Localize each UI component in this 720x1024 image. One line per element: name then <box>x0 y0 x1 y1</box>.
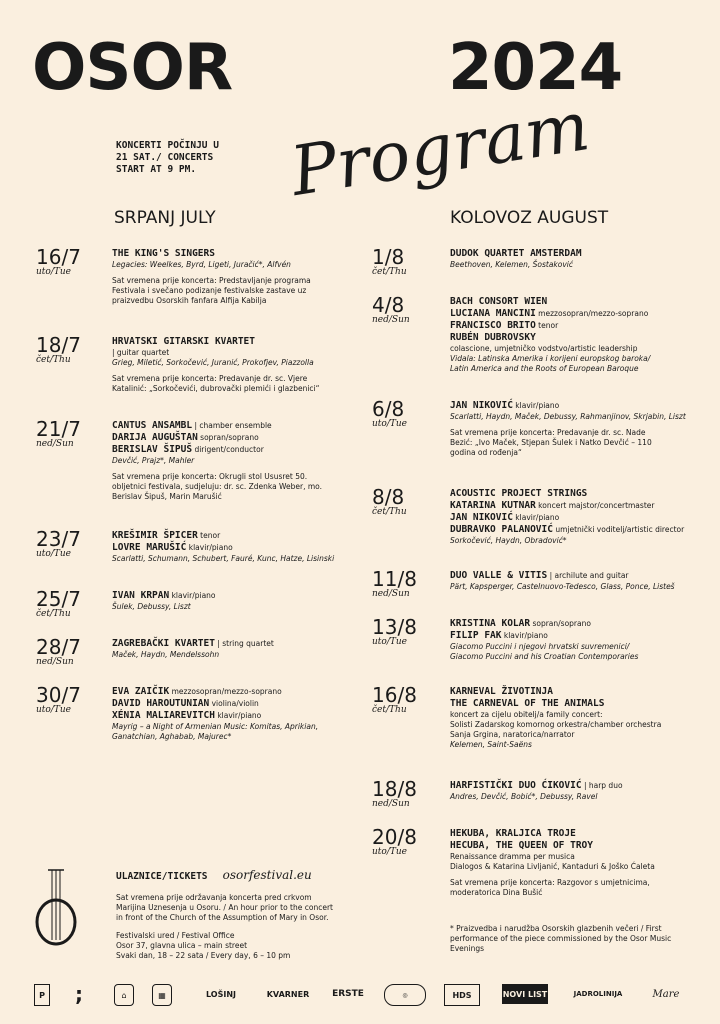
office-line: Festivalski ured / Festival Office <box>116 931 235 940</box>
concert-info: colascione, umjetničko vodstvo/artistic leadership <box>450 344 638 353</box>
logo-jadrolinija: JADROLINIJA <box>573 990 623 998</box>
logo-p-icon: P <box>34 984 50 1006</box>
performer-name: KATARINA KUTNAR <box>450 500 536 511</box>
concert-details <box>112 420 362 502</box>
note-line: Katalinić: „Sorkočevići, dubrovački plemići i glazbenici“ <box>112 384 320 393</box>
performer-line <box>450 570 708 582</box>
performer-name: JAN NIKOVIĆ <box>450 400 513 411</box>
performer-role: dirigent/conductor <box>192 445 264 454</box>
program-works: Legacies: Weelkes, Byrd, Ligeti, Juračić*, Alfvén <box>112 260 291 269</box>
concert-date <box>372 568 417 599</box>
pre-concert-note <box>450 878 708 898</box>
date-number: 1/8 <box>372 245 405 269</box>
program-works: Beethoven, Kelemen, Šostaković <box>450 260 574 269</box>
program-works: Kelemen, Saint-Saëns <box>450 740 532 749</box>
start-line: START AT 9 PM. <box>116 164 197 175</box>
tickets-label: ULAZNICE/TICKETS <box>116 871 208 882</box>
weekday: ned/Sun <box>372 799 410 809</box>
performer-name: HARFISTIČKI DUO ĆIKOVIĆ <box>450 780 582 791</box>
performer-role: | archilute and guitar <box>547 571 629 580</box>
performer-name: BERISLAV ŠIPUŠ <box>112 444 193 455</box>
note-line: Bezić: „Ivo Maček, Stjepan Šulek i Natko Devčić – 110 <box>450 438 652 447</box>
date-number: 30/7 <box>36 683 81 707</box>
date-number: 13/8 <box>372 615 417 639</box>
note-line: Sat vremena prije koncerta: Predstavljanje programa <box>112 276 311 285</box>
performer-name: DAVID HAROUTUNIAN <box>112 698 210 709</box>
program-works: Grieg, Miletić, Sorkočević, Juranić, Prokofjev, Piazzolla <box>112 358 314 367</box>
program-works: Giacomo Puccini and his Croatian Contemporaries <box>450 652 639 661</box>
weekday: čet/Thu <box>36 609 71 619</box>
weekday: uto/Tue <box>36 549 71 559</box>
performer-role: klavir/piano <box>501 631 548 640</box>
weekday: uto/Tue <box>36 705 71 715</box>
program-works: Devčić, Prajz*, Mahler <box>112 456 195 465</box>
program-works: Maček, Haydn, Mendelssohn <box>112 650 220 659</box>
performer-role: mezzosopran/mezzo-soprano <box>169 687 282 696</box>
performer-name: EVA ZAIČIK <box>112 686 170 697</box>
note-line: praizvedbu Osorskih fanfara Alfija Kabilja <box>112 296 267 305</box>
performer-line <box>112 444 362 456</box>
performer-role: koncert majstor/concertmaster <box>535 501 655 510</box>
date-number: 23/7 <box>36 527 81 551</box>
performer-line <box>450 840 708 852</box>
date-number: 8/8 <box>372 485 405 509</box>
pre-concert-note <box>112 472 362 502</box>
performer-name: LUCIANA MANCINI <box>450 308 536 319</box>
program-works: Andres, Devčić, Bobić*, Debussy, Ravel <box>450 792 598 801</box>
performer-name: THE CARNEVAL OF THE ANIMALS <box>450 698 605 709</box>
tickets-line: Sat vremena prije održavanja koncerta pred crkvom <box>116 893 312 902</box>
performer-name: FILIP FAK <box>450 630 502 641</box>
concert-date <box>36 528 81 559</box>
performer-name: HEKUBA, KRALJICA TROJE <box>450 828 576 839</box>
concert-date <box>36 418 81 449</box>
concert-details <box>450 828 708 898</box>
note-line: Sat vremena prije koncerta: Razgovor s umjetnicima, <box>450 878 650 887</box>
note-line: Sat vremena prije koncerta: Okrugli stol Ususret 50. <box>112 472 308 481</box>
performer-name: JAN NIKOVIĆ <box>450 512 513 523</box>
concert-date <box>36 636 81 667</box>
weekday: čet/Thu <box>372 507 407 517</box>
performer-line <box>450 332 708 344</box>
ensemble-type: | guitar quartet <box>112 348 170 357</box>
weekday: čet/Thu <box>372 267 407 277</box>
note-line: Berislav Šipuš, Marin Marušić <box>112 492 222 501</box>
weekday: čet/Thu <box>372 705 407 715</box>
performer-role: | string quartet <box>214 639 274 648</box>
concert-date <box>36 334 81 365</box>
performer-line <box>450 524 708 536</box>
performer-line <box>112 432 362 444</box>
performer-line <box>450 698 708 710</box>
concert-details <box>450 296 708 374</box>
logo-circle-icon: ◎ <box>384 984 426 1006</box>
program-works: Latin America and the Roots of European Baroque <box>450 364 639 373</box>
year-title: 2024 <box>448 31 623 105</box>
performer-line <box>450 500 708 512</box>
program-works: Sorkočević, Haydn, Obradović* <box>450 536 567 545</box>
performer-line <box>450 400 708 412</box>
concert-info: Solisti Zadarskog komornog orkestra/chamber orchestra <box>450 720 662 729</box>
logo-kvarner: KVARNER <box>266 989 310 999</box>
performer-name: LOVRE MARUŠIĆ <box>112 542 187 553</box>
performer-line <box>450 780 708 792</box>
performer-name: THE KING'S SINGERS <box>112 248 215 259</box>
weekday: čet/Thu <box>36 355 71 365</box>
performer-name: DUO VALLE & VITIS <box>450 570 548 581</box>
performer-line <box>450 686 708 698</box>
performer-role: mezzosopran/mezzo-soprano <box>535 309 649 318</box>
footnote-line: * Praizvedba i narudžba Osorskih glazbenih večeri / First <box>450 924 662 933</box>
performer-line <box>450 308 708 320</box>
weekday: uto/Tue <box>36 267 71 277</box>
concert-info: Sanja Grgina, naratorica/narrator <box>450 730 575 739</box>
date-number: 11/8 <box>372 567 417 591</box>
performer-line <box>112 638 362 650</box>
date-number: 28/7 <box>36 635 81 659</box>
performer-role: tenor <box>197 531 221 540</box>
logo-losinj: LOŠINJ <box>205 989 237 999</box>
program-works: Scarlatti, Haydn, Maček, Debussy, Rahmanjinov, Skrjabin, Liszt <box>450 412 686 421</box>
date-number: 4/8 <box>372 293 405 317</box>
note-line: Sat vremena prije koncerta: Predavanje dr. sc. Nade <box>450 428 646 437</box>
performer-name: IVAN KRPAN <box>112 590 170 601</box>
performer-name: KARNEVAL ŽIVOTINJA <box>450 686 553 697</box>
performer-line <box>112 686 362 698</box>
concert-details <box>450 570 708 592</box>
office-line: Osor 37, glavna ulica – main street <box>116 941 248 950</box>
logo-crest-1-icon: ⌂ <box>114 984 134 1006</box>
date-number: 25/7 <box>36 587 81 611</box>
performer-name: XÉNIA MALIAREVITCH <box>112 710 215 721</box>
start-line: KONCERTI POČINJU U <box>116 140 219 151</box>
performer-name: DARIJA AUGUŠTAN <box>112 432 198 443</box>
concert-details <box>450 248 708 270</box>
sponsor-logos <box>34 984 694 1008</box>
concert-details <box>112 686 362 742</box>
logo-mare: Mare <box>652 988 680 1000</box>
performer-line <box>450 512 708 524</box>
performer-line <box>112 420 362 432</box>
performer-role: sopran/soprano <box>530 619 591 628</box>
note-line: moderatorica Dina Bušić <box>450 888 543 897</box>
logo-novi-list: NOVI LIST <box>502 984 548 1004</box>
performer-line <box>112 336 362 348</box>
concert-date <box>372 398 407 429</box>
logo-hds: HDS <box>444 984 480 1006</box>
concert-date <box>372 246 407 277</box>
start-time-note <box>116 140 219 176</box>
performer-role: tenor <box>535 321 559 330</box>
performer-line <box>112 542 362 554</box>
august-heading: KOLOVOZ AUGUST <box>450 208 609 228</box>
weekday: ned/Sun <box>36 439 74 449</box>
tickets-line: in front of the Church of the Assumption of Mary in Osor. <box>116 913 329 922</box>
concert-details <box>450 618 708 662</box>
concert-info: Renaissance dramma per musica <box>450 852 575 861</box>
performer-line <box>112 698 362 710</box>
performer-role: klavir/piano <box>512 401 560 410</box>
concert-info: koncert za cijelu obitelj/a family concert: <box>450 710 603 719</box>
concert-details <box>450 400 708 458</box>
program-works: Scarlatti, Schumann, Schubert, Fauré, Kunc, Hatze, Lisinski <box>112 554 335 563</box>
performer-line <box>450 828 708 840</box>
performer-role: klavir/piano <box>169 591 216 600</box>
performer-name: FRANCISCO BRITO <box>450 320 536 331</box>
performer-name: KREŠIMIR ŠPICER <box>112 530 198 541</box>
performer-role: violina/violin <box>209 699 259 708</box>
performer-role: sopran/soprano <box>197 433 259 442</box>
concert-details <box>112 336 362 394</box>
date-number: 16/7 <box>36 245 81 269</box>
concert-date <box>372 778 417 809</box>
start-line: 21 SAT./ CONCERTS <box>116 152 214 163</box>
pre-concert-note <box>450 428 708 458</box>
note-line: Sat vremena prije koncerta: Predavanje dr. sc. Vjere <box>112 374 308 383</box>
concert-details <box>450 686 708 750</box>
program-works: Pärt, Kapsperger, Castelnuovo-Tedesco, Glass, Ponce, Listeš <box>450 582 675 591</box>
performer-role: klavir/piano <box>512 513 560 522</box>
footnote <box>450 924 700 954</box>
concert-date <box>372 826 417 857</box>
logo-erste: ERSTE <box>332 989 364 999</box>
osor-title: OSOR <box>32 31 233 105</box>
date-number: 6/8 <box>372 397 405 421</box>
concert-date <box>36 588 81 619</box>
footnote-line: performance of the piece commissioned by the Osor Music <box>450 934 672 943</box>
footnote-line: Evenings <box>450 944 485 953</box>
performer-line <box>450 630 708 642</box>
note-line: obljetnici festivala, sudjeluju: dr. sc. Zdenka Weber, mo. <box>112 482 323 491</box>
date-number: 18/8 <box>372 777 417 801</box>
performer-line <box>450 320 708 332</box>
performer-line <box>450 296 708 308</box>
concert-date <box>372 294 410 325</box>
office-line: Svaki dan, 18 – 22 sata / Every day, 6 – 10 pm <box>116 951 291 960</box>
date-number: 21/7 <box>36 417 81 441</box>
tickets-line: Marijina Uznesenja u Osoru. / An hour prior to the concert <box>116 903 333 912</box>
performer-line <box>112 710 362 722</box>
date-number: 20/8 <box>372 825 417 849</box>
pre-concert-note <box>112 276 362 306</box>
performer-line <box>112 590 362 602</box>
concert-details <box>112 590 362 612</box>
performer-role: | chamber ensemble <box>192 421 272 430</box>
performer-name: DUBRAVKO PALANOVIĆ <box>450 524 553 535</box>
performer-name: HRVATSKI GITARSKI KVARTET <box>112 336 255 347</box>
performer-line <box>450 618 708 630</box>
date-number: 16/8 <box>372 683 417 707</box>
weekday: uto/Tue <box>372 419 407 429</box>
date-number: 18/7 <box>36 333 81 357</box>
festival-website-link[interactable]: osorfestival.eu <box>222 868 312 882</box>
performer-line <box>112 248 362 260</box>
concert-details <box>112 530 362 564</box>
lyre-logo-icon <box>32 866 80 946</box>
performer-line <box>450 488 708 500</box>
logo-crest-2-icon: ▦ <box>152 984 172 1006</box>
note-line: Festivala i svečano podizanje festivalske zastave uz <box>112 286 307 295</box>
performer-role: umjetnički voditelj/artistic director <box>552 525 685 534</box>
note-line: godina od rođenja“ <box>450 448 522 457</box>
concert-details <box>112 638 362 660</box>
weekday: uto/Tue <box>372 847 407 857</box>
performer-role: | harp duo <box>581 781 623 790</box>
concert-info: Dialogos & Katarina Livljanić, Kantaduri & Joško Ćaleta <box>450 862 655 871</box>
weekday: ned/Sun <box>36 657 74 667</box>
performer-line <box>450 248 708 260</box>
performer-role: klavir/piano <box>214 711 262 720</box>
program-works: Giacomo Puccini i njegovi hrvatski suvremenici/ <box>450 642 630 651</box>
weekday: ned/Sun <box>372 315 410 325</box>
concert-details <box>450 780 708 802</box>
program-title: Program <box>285 87 595 212</box>
performer-role: klavir/piano <box>186 543 233 552</box>
pre-concert-note <box>112 374 362 394</box>
concert-details <box>112 248 362 306</box>
performer-line <box>112 530 362 542</box>
program-works: Šulek, Debussy, Liszt <box>112 602 191 611</box>
concert-date <box>36 246 81 277</box>
performer-name: ZAGREBAČKI KVARTET <box>112 638 215 649</box>
program-works: Mayrig – a Night of Armenian Music: Komitas, Aprikian, <box>112 722 319 731</box>
performer-name: HECUBA, THE QUEEN OF TROY <box>450 840 593 851</box>
concert-details <box>450 488 708 546</box>
performer-name: KRISTINA KOLAR <box>450 618 531 629</box>
logo-comma-icon: ; <box>75 982 83 1006</box>
performer-name: BACH CONSORT WIEN <box>450 296 548 307</box>
july-heading: SRPANJ JULY <box>114 208 216 228</box>
performer-name: CANTUS ANSAMBL <box>112 420 193 431</box>
concert-date <box>36 684 81 715</box>
performer-name: DUDOK QUARTET AMSTERDAM <box>450 248 582 259</box>
concert-date <box>372 684 417 715</box>
program-works: Ganatchian, Aghabab, Majurec* <box>112 732 232 741</box>
weekday: uto/Tue <box>372 637 407 647</box>
concert-date <box>372 616 417 647</box>
program-works: Vidala: Latinska Amerika i korijeni europskog baroka/ <box>450 354 651 363</box>
weekday: ned/Sun <box>372 589 410 599</box>
concert-date <box>372 486 407 517</box>
performer-name: ACOUSTIC PROJECT STRINGS <box>450 488 588 499</box>
performer-name: RUBÉN DUBROVSKY <box>450 332 536 343</box>
tickets-block <box>116 864 436 961</box>
